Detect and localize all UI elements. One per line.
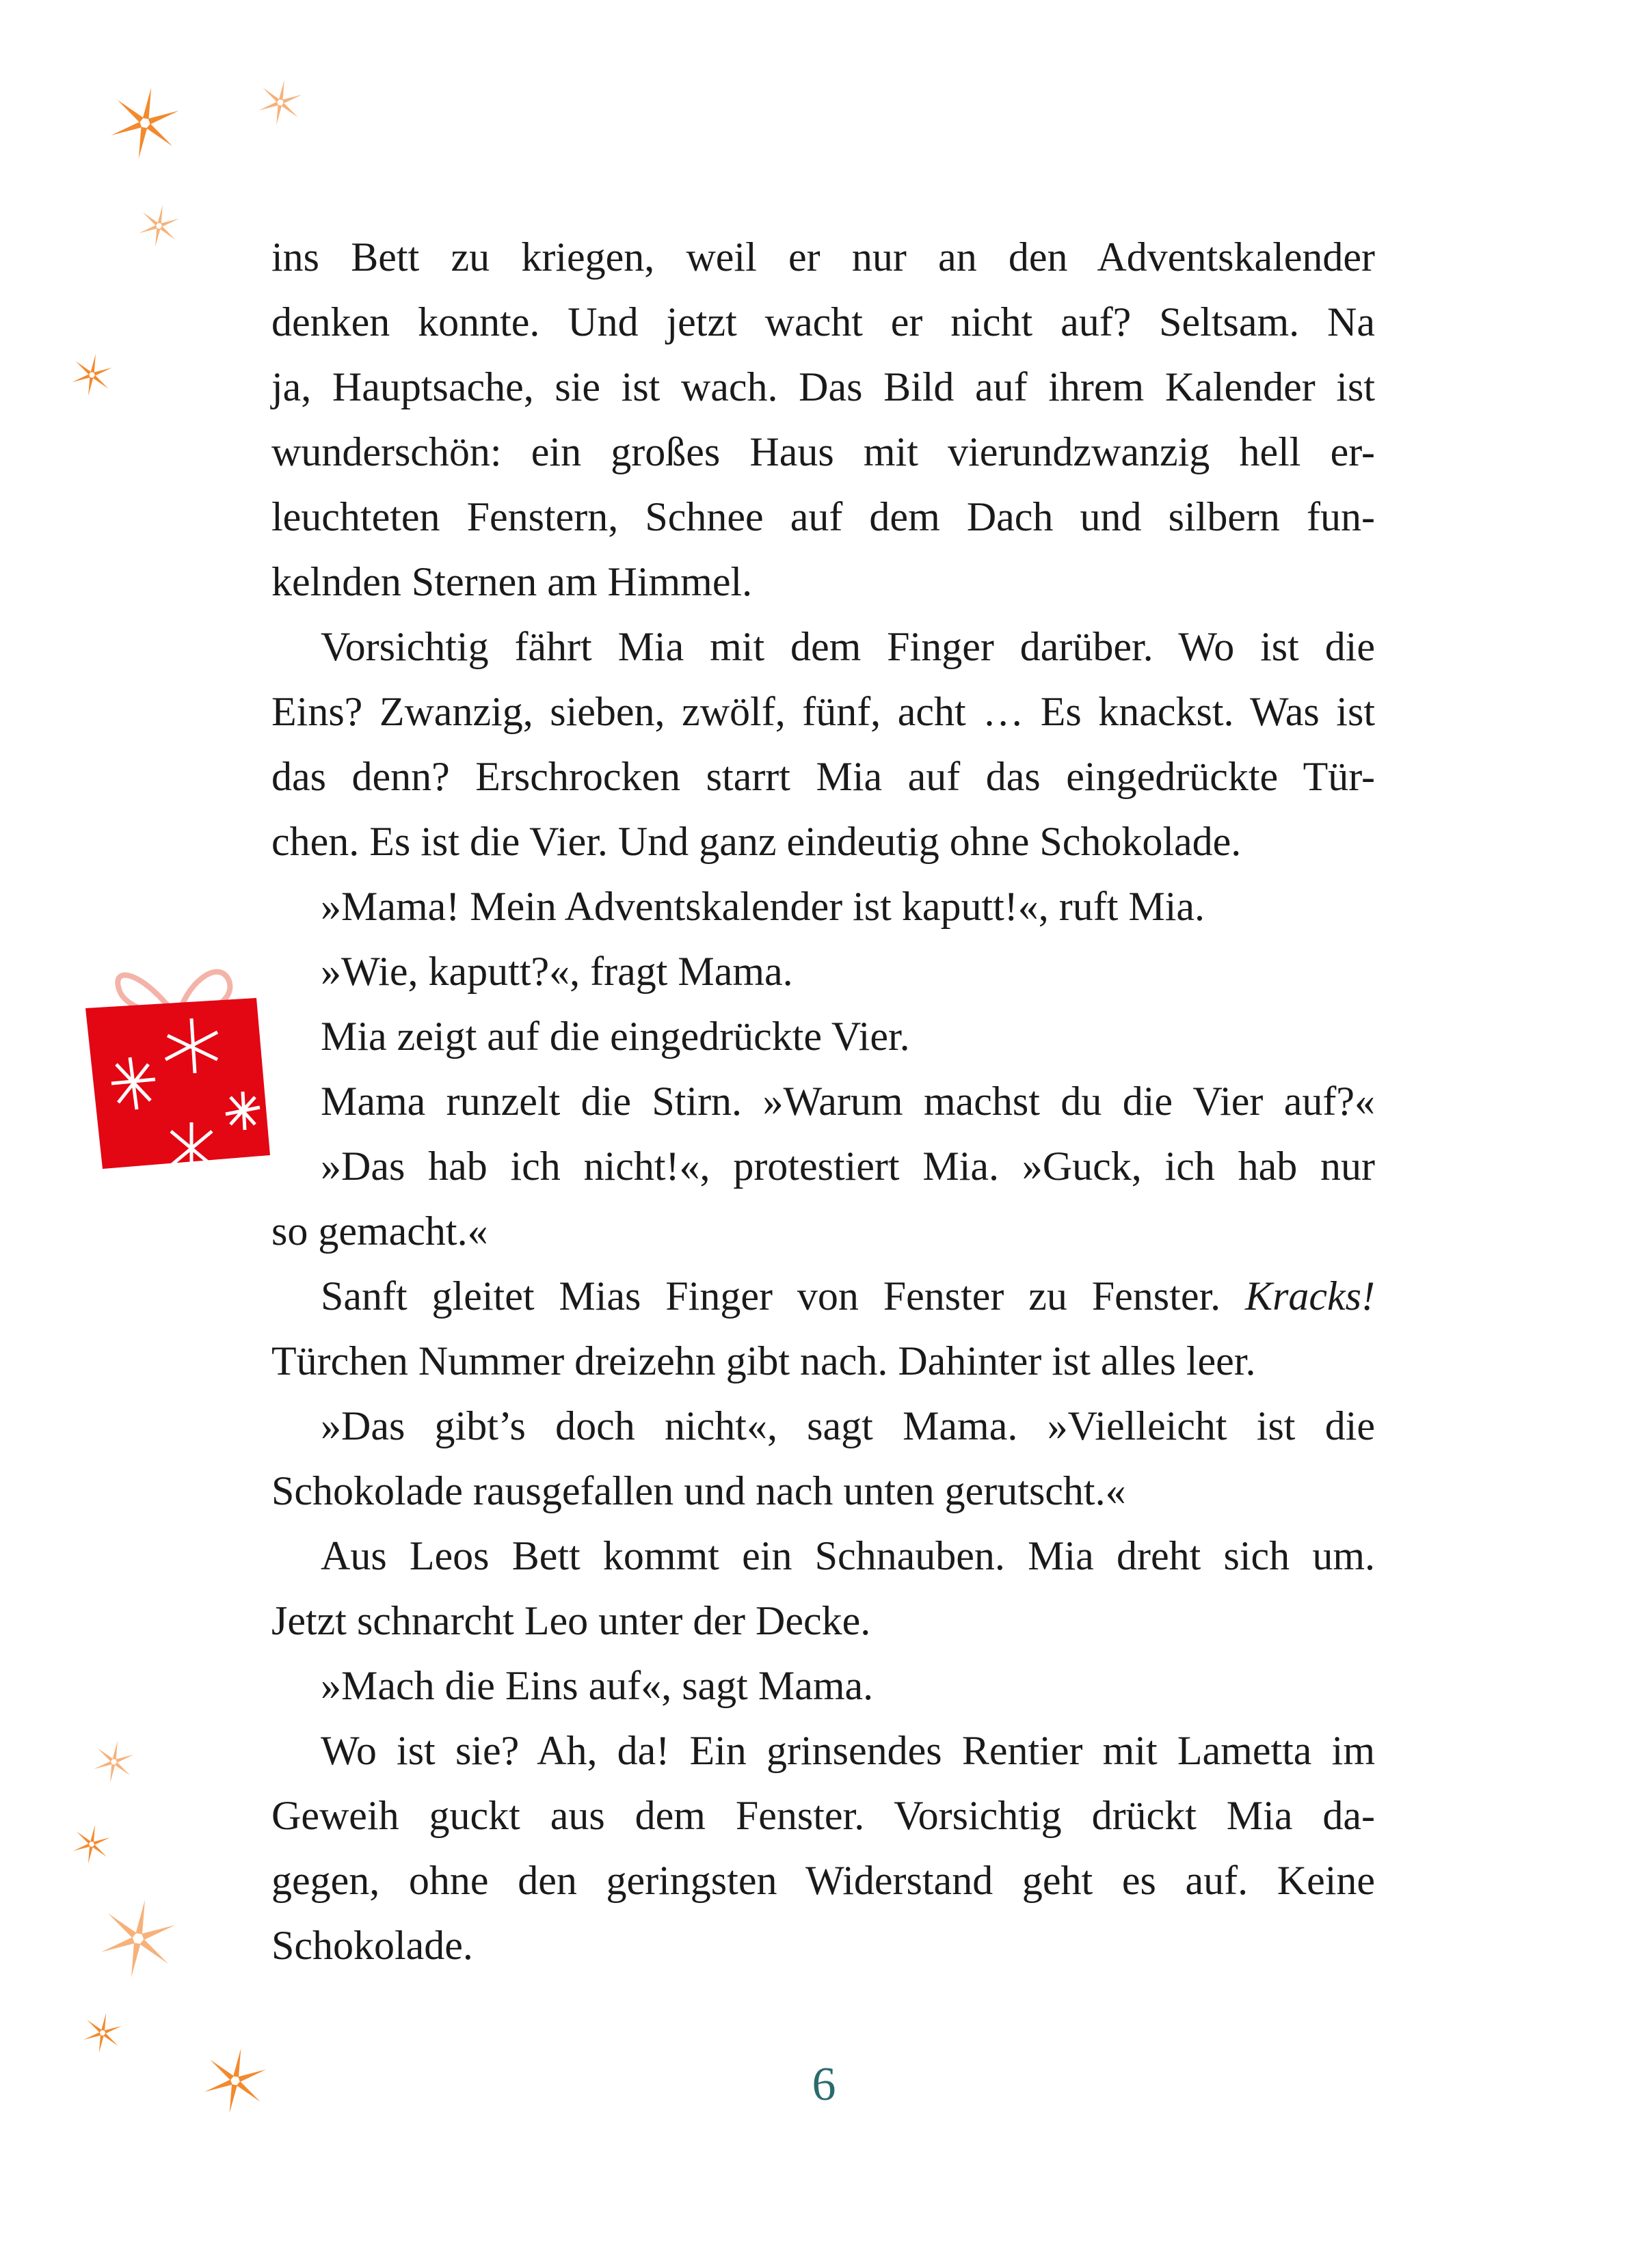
text-line-content: »Mama! Mein Adventskalender ist kaputt!«, ruft Mia. xyxy=(321,884,1205,929)
text-line xyxy=(271,290,1375,355)
text-line-content: Türchen Nummer dreizehn gibt nach. Dahinter ist alles leer. xyxy=(271,1338,1256,1383)
asterisk-star-icon xyxy=(92,1740,136,1784)
italic-word: Kracks! xyxy=(1245,1273,1376,1319)
text-line xyxy=(271,1134,1375,1199)
text-line-content: Mia zeigt auf die eingedrückte Vier. xyxy=(321,1014,910,1059)
text-line xyxy=(271,1004,1375,1069)
text-line xyxy=(271,1913,1375,1978)
asterisk-star-icon xyxy=(256,79,304,126)
text-line xyxy=(271,1264,1375,1329)
text-line-content: kelnden Sternen am Himmel. xyxy=(271,559,753,604)
text-line-content: »Wie, kaputt?«, fragt Mama. xyxy=(321,949,793,994)
text-line-content: Geweih guckt aus dem Fenster. Vorsichtig drückt Mia da- xyxy=(271,1793,1375,1838)
text-line xyxy=(271,809,1375,874)
asterisk-star-icon xyxy=(70,353,114,397)
text-line-content: chen. Es ist die Vier. Und ganz eindeutig ohne Schokolade. xyxy=(271,819,1242,864)
asterisk-star-icon xyxy=(97,1898,179,1980)
text-line-content: »Das hab ich nicht!«, protestiert Mia. »Guck, ich hab nur xyxy=(321,1144,1375,1189)
asterisk-star-icon xyxy=(137,204,181,248)
text-line-content: ins Bett zu kriegen, weil er nur an den Adventskalender xyxy=(271,234,1375,280)
text-line xyxy=(271,1589,1375,1653)
text-line-content: ja, Hauptsache, sie ist wach. Das Bild auf ihrem Kalender ist xyxy=(271,364,1375,409)
text-line-content: Eins? Zwanzig, sieben, zwölf, fünf, acht … Es knackst. Was ist xyxy=(271,689,1375,734)
text-line xyxy=(271,1329,1375,1394)
text-line xyxy=(271,615,1375,679)
text-line-content: das denn? Erschrocken starrt Mia auf das eingedrückte Tür- xyxy=(271,754,1375,799)
text-line xyxy=(271,744,1375,809)
asterisk-star-icon xyxy=(71,1824,112,1865)
text-line-content: Schokolade rausgefallen und nach unten gerutscht.« xyxy=(271,1468,1126,1513)
body-text xyxy=(271,225,1375,1978)
text-line-content: so gemacht.« xyxy=(271,1209,488,1254)
asterisk-star-icon xyxy=(81,2012,124,2054)
text-line-content: Jetzt schnarcht Leo unter der Decke. xyxy=(271,1598,871,1643)
text-line xyxy=(271,874,1375,939)
text-line-content: Mama runzelt die Stirn. »Warum machst du die Vier auf?« xyxy=(321,1079,1375,1124)
text-line-content: Aus Leos Bett kommt ein Schnauben. Mia dreht sich um. xyxy=(321,1533,1375,1578)
asterisk-star-icon xyxy=(201,2047,269,2115)
gift-box-icon xyxy=(82,943,280,1189)
text-line xyxy=(271,1524,1375,1589)
text-line-content: Vorsichtig fährt Mia mit dem Finger darüber. Wo ist die xyxy=(321,624,1375,669)
text-line xyxy=(271,1718,1375,1783)
text-line-content: wunderschön: ein großes Haus mit vierundzwanzig hell er- xyxy=(271,429,1375,474)
text-line-content: Sanft gleitet Mias Finger von Fenster zu Fenster. xyxy=(321,1273,1221,1319)
text-line xyxy=(271,1394,1375,1459)
text-line xyxy=(271,225,1375,290)
text-line xyxy=(271,1783,1375,1848)
text-line xyxy=(271,939,1375,1004)
page-number: 6 xyxy=(812,2058,836,2111)
text-line-content: Schokolade. xyxy=(271,1923,473,1968)
text-line-content: »Mach die Eins auf«, sagt Mama. xyxy=(321,1663,874,1708)
text-line-content: »Das gibt’s doch nicht«, sagt Mama. »Vielleicht ist die xyxy=(321,1403,1375,1448)
text-line-content: gegen, ohne den geringsten Widerstand geht es auf. Keine xyxy=(271,1858,1375,1903)
asterisk-star-icon xyxy=(107,85,183,161)
text-line xyxy=(271,550,1375,615)
text-line xyxy=(271,420,1375,485)
text-line xyxy=(271,1653,1375,1718)
text-line xyxy=(271,1459,1375,1524)
text-line-content: denken konnte. Und jetzt wacht er nicht auf? Seltsam. Na xyxy=(271,299,1375,345)
text-line xyxy=(271,355,1375,420)
text-line xyxy=(271,1069,1375,1134)
text-line-content: Wo ist sie? Ah, da! Ein grinsendes Rentier mit Lametta im xyxy=(321,1728,1375,1773)
text-line xyxy=(271,679,1375,744)
text-line xyxy=(271,485,1375,550)
text-line xyxy=(271,1848,1375,1913)
text-line-content: leuchteten Fenstern, Schnee auf dem Dach und silbern fun- xyxy=(271,494,1375,539)
text-line xyxy=(271,1199,1375,1264)
